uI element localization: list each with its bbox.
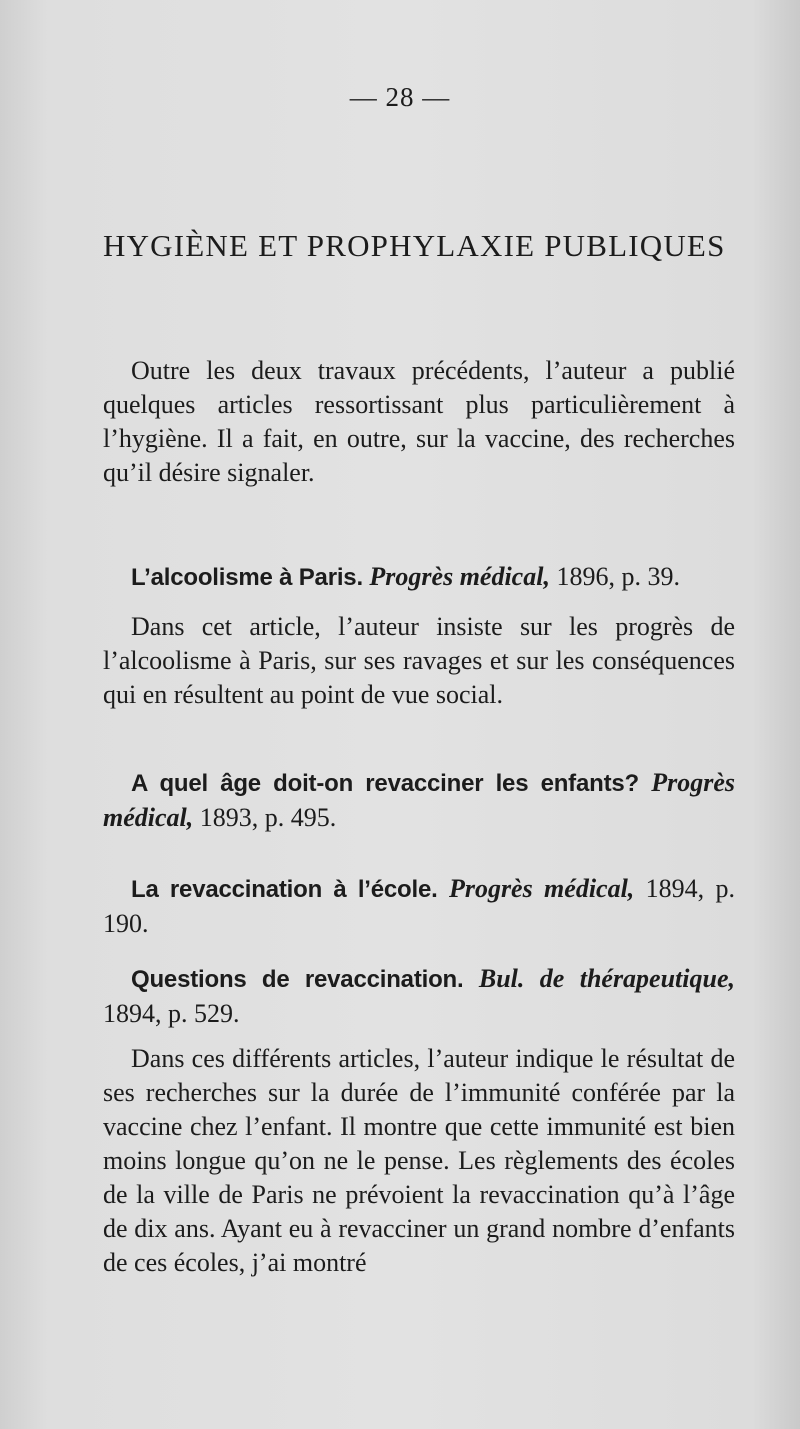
citation-journal: Progrès médical, xyxy=(369,562,550,591)
citation-questions-revaccination xyxy=(103,962,735,1031)
citation-details: 1893, p. 495. xyxy=(193,803,337,832)
intro-paragraph: Outre les deux travaux précédents, l’auteur a publié quelques articles ressortissant plus particulièrement à l’hygiène. Il a fait, en outre, sur la vaccine, des recherches qu’il désire signaler. xyxy=(103,356,735,487)
citation-title: A quel âge doit-on revacciner les enfants? xyxy=(131,770,639,797)
citation-title: Questions de revaccination. xyxy=(131,966,464,993)
citation-details: 1894, p. 190. xyxy=(103,874,735,938)
page-number: — 28 — xyxy=(349,82,451,112)
citation-alcoolisme xyxy=(103,560,735,595)
citation-journal: Progrès médical, xyxy=(103,768,736,832)
citation-title: La revaccination à l’école. xyxy=(131,876,438,903)
citation-age-revacciner xyxy=(103,766,735,835)
citation-details: 1894, p. 529. xyxy=(103,999,240,1028)
closing-paragraph: Dans ces différents articles, l’auteur indique le résultat de ses recherches sur la durée de l’immunité conférée par la vaccine chez l’enfant. Il montre que cette immunité est bien moins longue qu’on ne le pense. Les règlements des écoles de la ville de Paris ne prévoient la revaccination qu’à l’âge de dix ans. Ayant eu à revacciner un grand nombre d’enfants de ces écoles, j’ai montré xyxy=(103,1044,735,1277)
citation-journal: Bul. de thérapeutique, xyxy=(478,964,736,993)
citation-details: 1896, p. 39. xyxy=(549,562,680,591)
citation-title: L’alcoolisme à Paris. xyxy=(131,564,363,591)
citation-journal: Progrès médical, xyxy=(448,874,635,903)
section-heading: HYGIÈNE ET PROPHYLAXIE PUBLIQUES xyxy=(103,228,726,263)
summary-alcoolisme: Dans cet article, l’auteur insiste sur les progrès de l’alcoolisme à Paris, sur ses ravages et sur les conséquences qui en résultent au point de vue social. xyxy=(103,612,735,709)
citation-revaccination-ecole xyxy=(103,872,735,941)
